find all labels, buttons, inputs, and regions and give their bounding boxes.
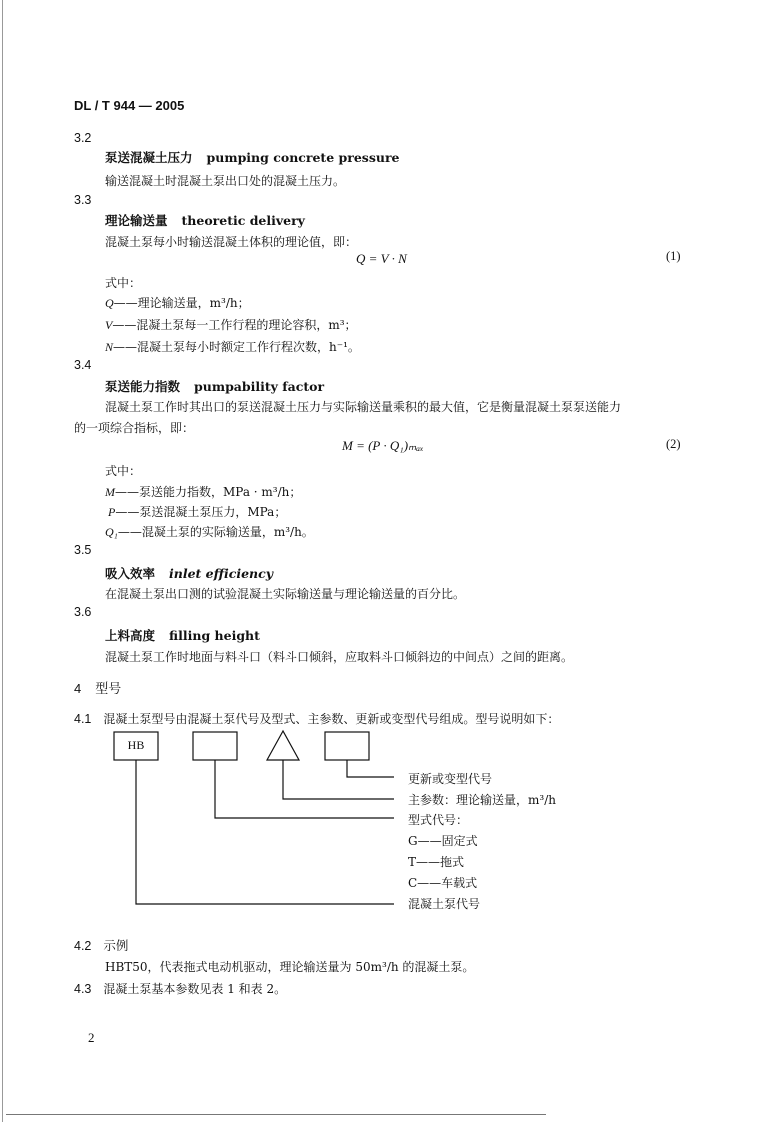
- example-text: HBT50，代表拖式电动机驱动，理论输送量为 50m³/h 的混凝土泵。: [105, 960, 475, 974]
- leader-type: [215, 760, 394, 818]
- section-number: 3.3: [74, 193, 92, 207]
- definition: 输送混凝土时混凝土泵出口处的混凝土压力。: [105, 174, 346, 188]
- formula: Q = V · N: [356, 251, 407, 266]
- section-number: 3.6: [74, 605, 92, 619]
- term-heading: [105, 211, 305, 229]
- where-label: 式中：: [105, 464, 142, 478]
- formula-number: (2): [666, 437, 681, 451]
- variable-line: P——泵送混凝土泵压力，MPa；: [108, 505, 287, 519]
- formula: M = (P · Q₁)ₘₐₓ: [342, 438, 424, 453]
- term-en: inlet efficiency: [169, 566, 273, 581]
- variable-line: Q——理论输送量，m³/h；: [105, 296, 250, 310]
- update-code-box: [325, 732, 369, 760]
- definition: 在混凝土泵出口测的试验混凝土实际输送量与理论输送量的百分比。: [105, 587, 466, 601]
- section-number: 3.2: [74, 131, 92, 145]
- chapter-heading: [74, 678, 121, 697]
- clause-number: 4.1: [74, 712, 92, 726]
- definition: 混凝土泵工作时地面与料斗口（料斗口倾斜，应取料斗口倾斜边的中间点）之间的距离。: [105, 650, 574, 664]
- term-cn: 上料高度: [105, 628, 156, 643]
- clause-number: 4.2: [74, 939, 92, 953]
- label-pump-code: 混凝土泵代号: [408, 897, 481, 911]
- term-en: theoretic delivery: [181, 213, 305, 228]
- term-heading: [105, 377, 324, 395]
- label-update-code: 更新或变型代号: [408, 772, 493, 786]
- clause-text: 混凝土泵基本参数见表 1 和表 2。: [103, 982, 287, 996]
- label-type-t: T——拖式: [408, 855, 465, 869]
- clause-number: 4.3: [74, 982, 92, 996]
- bottom-edge-line: [6, 1114, 546, 1115]
- label-type-c: C——车载式: [408, 876, 478, 890]
- term-cn: 理论输送量: [105, 213, 168, 228]
- term-en: pumpability factor: [194, 379, 325, 394]
- label-type-code: 型式代号：: [408, 813, 469, 827]
- leader-update: [347, 760, 394, 777]
- clause-4-2-heading: [74, 936, 128, 954]
- variable-line: Q₁——混凝土泵的实际输送量，m³/h。: [105, 525, 314, 539]
- term-en: filling height: [169, 628, 260, 643]
- section-number: 3.5: [74, 543, 92, 557]
- term-heading: [105, 148, 399, 166]
- chapter-number: 4: [74, 681, 82, 696]
- term-heading: [105, 564, 273, 582]
- term-cn: 泵送混凝土压力: [105, 150, 193, 165]
- main-param-triangle: [267, 731, 299, 760]
- model-code-diagram: [0, 725, 772, 955]
- variable-line: V——混凝土泵每一工作行程的理论容积，m³；: [105, 318, 357, 332]
- page-number: 2: [88, 1030, 95, 1045]
- variable-line: M——泵送能力指数，MPa · m³/h；: [105, 485, 302, 499]
- variable-line: N——混凝土泵每小时额定工作行程次数，h⁻¹。: [105, 340, 360, 354]
- clause-4-3: [74, 980, 286, 997]
- doc-code: DL / T 944 — 2005: [74, 98, 185, 113]
- type-code-box: [193, 732, 237, 760]
- section-number: 3.4: [74, 358, 92, 372]
- where-label: 式中：: [105, 276, 142, 290]
- formula-number: (1): [666, 249, 681, 263]
- leader-pump: [136, 760, 394, 904]
- label-type-g: G——固定式: [408, 834, 478, 848]
- term-heading: [105, 626, 260, 644]
- term-cn: 泵送能力指数: [105, 379, 181, 394]
- clause-title: 示例: [103, 939, 129, 953]
- chapter-title: 型号: [95, 681, 122, 696]
- label-main-param: 主参数：理论输送量，m³/h: [408, 793, 556, 807]
- leader-main: [283, 760, 394, 799]
- definition: 的一项综合指标，即：: [74, 421, 195, 435]
- term-en: pumping concrete pressure: [206, 150, 400, 165]
- definition: 混凝土泵每小时输送混凝土体积的理论值，即：: [105, 235, 358, 249]
- hb-code-label: HB: [127, 738, 145, 752]
- definition: 混凝土泵工作时其出口的泵送混凝土压力与实际输送量乘积的最大值，它是衡量混凝土泵泵送能力: [105, 400, 622, 414]
- clause-text: 混凝土泵型号由混凝土泵代号及型式、主参数、更新或变型代号组成。型号说明如下：: [103, 712, 560, 726]
- term-cn: 吸入效率: [105, 566, 156, 581]
